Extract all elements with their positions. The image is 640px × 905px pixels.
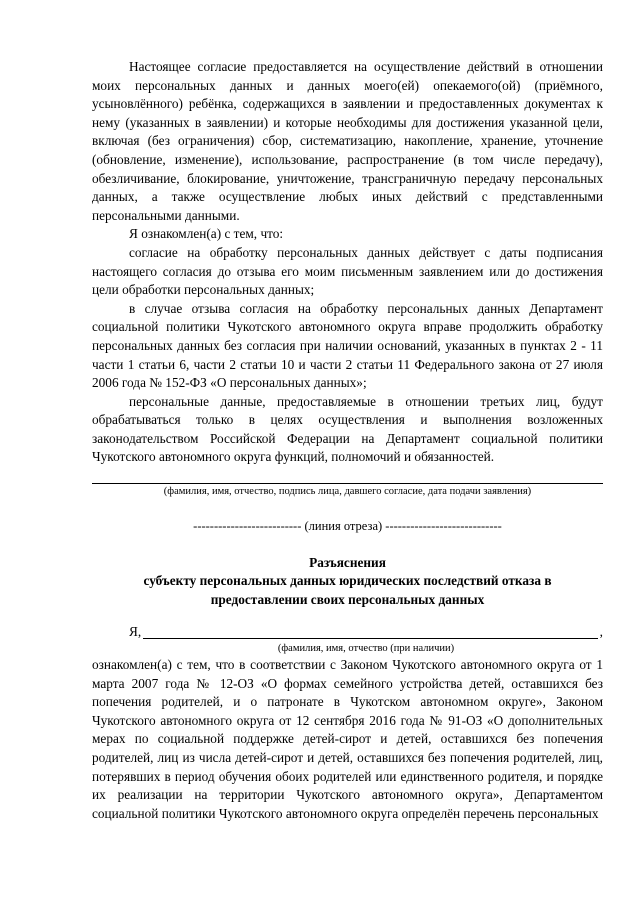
ya-prefix: Я, (129, 624, 142, 640)
explanation-title-line-3: предоставлении своих персональных данных (210, 591, 485, 607)
acknowledgement-heading: Я ознакомлен(а) с тем, что: (129, 226, 284, 242)
explanation-paragraph: ознакомлен(а) с тем, что в соответствии с Законом Чукотского автономного округа от 1 марта 2007 года № 12-ОЗ «О формах семейного устройства детей, оставшихся без попечения родителей, и о патронате в Чукотском автономном округе», Законом Чукотского автономного округа от 12 сентября 2016 года № 91-ОЗ «О дополнительных мерах по социальной поддержке детей-сирот и детей, оставшихся без попечения родителей, лиц из числа детей-сирот и детей, оставшихся без попечения родителей, лиц, потерявших в период обучения обоих родителей или единственного родителя, и порядке их реализации на территории Чукотского автономного округа», Департаментом социальной политики Чукотского автономного округа определён перечень персональных (92, 657, 603, 821)
third-party-data-paragraph: персональные данные, предоставляемые в отношении третьих лиц, будут обрабатываться только в целях осуществления и выполнения возложенных законодательством Российской Федерации на Департамент социальной политики Чукотского автономного округа функций, полномочий и обязанностей. (92, 393, 603, 465)
consent-withdrawal-paragraph: в случае отзыва согласия на обработку персональных данных Департамент социальной политики Чукотского автономного округа вправе продолжить обработку персональных данных без согласия при наличии оснований, указанных в пунктах 2 - 11 части 1 статьи 6, части 2 статьи 10 и части 2 статьи 11 Федерального закона от 27 июля 2006 года № 152-ФЗ «О персональных данных»; (92, 300, 603, 391)
document-page (92, 58, 603, 823)
signature-caption: (фамилия, имя, отчество, подпись лица, давшего согласие, дата подачи заявления) (163, 486, 532, 498)
explanation-title-line-2: субъекту персональных данных юридических последствий отказа в (143, 573, 552, 589)
name-entry-line[interactable] (143, 624, 597, 639)
name-caption: (фамилия, имя, отчество (при наличии) (277, 643, 455, 655)
ya-suffix: , (599, 624, 603, 640)
name-entry-row (92, 623, 603, 642)
cut-line: -------------------------- (линия отреза) ---------------------------- (193, 519, 502, 534)
explanation-title (92, 554, 603, 610)
consent-validity-paragraph: согласие на обработку персональных данных действует с даты подписания настоящего согласия до отзыва его моим письменным заявлением или до достижения цели обработки персональных данных; (92, 244, 603, 298)
signature-line[interactable] (92, 483, 603, 484)
consent-paragraph: Настоящее согласие предоставляется на осуществление действий в отношении моих персональных данных и данных моего(ей) опекаемого(ой) (приёмного, усыновлённого) ребёнка, содержащихся в заявлении и предоставленных документах к нему (указанных в заявлении) и которые необходимы для достижения указанной цели, включая (без ограничения) сбор, систематизацию, накопление, хранение, уточнение (обновление, изменение), использование, распространение (в том числе передачу), обезличивание, блокирование, уничтожение, трансграничную передачу персональных данных, а также осуществление любых иных действий с представленными персональными данными. (92, 59, 603, 223)
explanation-title-line-1: Разъяснения (309, 554, 386, 570)
